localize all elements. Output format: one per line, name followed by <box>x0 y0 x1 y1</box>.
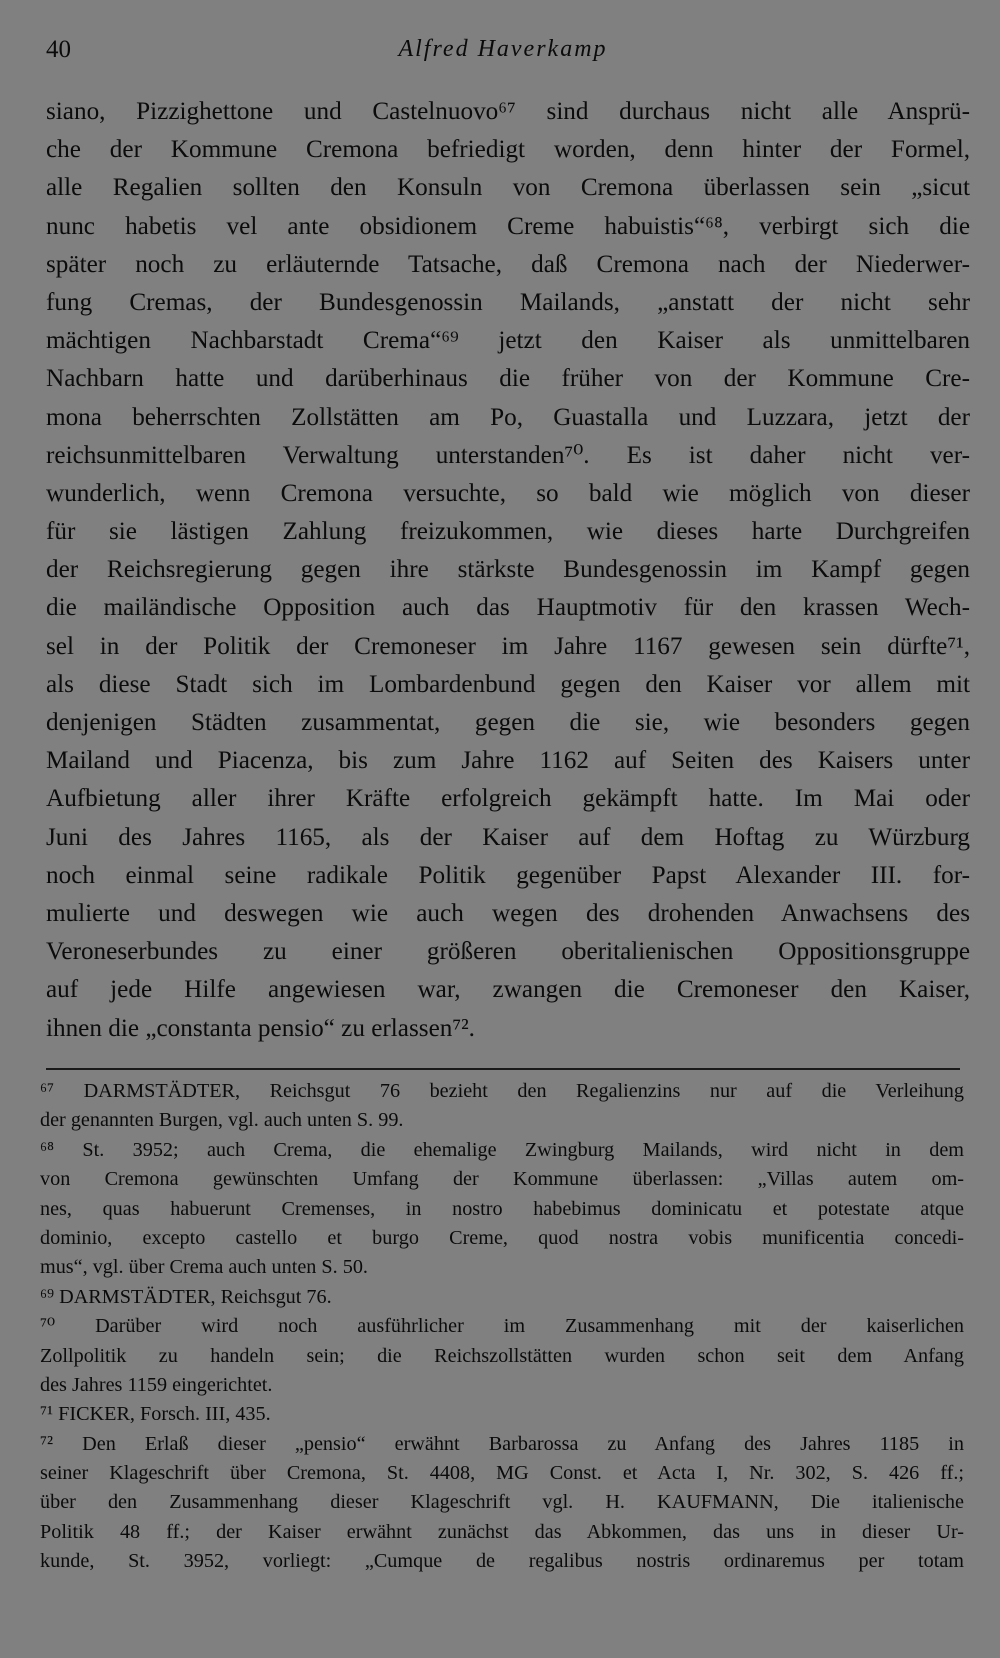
footnote-line: ⁷¹ FICKER, Forsch. III, 435. <box>40 1403 271 1426</box>
footnote-line: Politik 48 ff.; der Kaiser erwähnt zunächst das Abkommen, das uns in dieser Ur- <box>40 1520 964 1543</box>
footnote-line: seiner Klageschrift über Cremona, St. 4408, MG Const. et Acta I, Nr. 302, S. 426 ff.; <box>40 1462 964 1485</box>
footnote-line: ⁶⁸ St. 3952; auch Crema, die ehemalige Zwingburg Mailands, wird nicht in dem <box>40 1138 964 1161</box>
footnotes <box>40 1077 964 1577</box>
footnote-line: kunde, St. 3952, vorliegt: „Cumque de regalibus nostris ordinaremus per totam <box>40 1550 964 1573</box>
footnote-71 <box>40 1400 964 1429</box>
text-line: nunc habetis vel ante obsidionem Creme habuistis“⁶⁸, verbirgt sich die <box>46 212 970 240</box>
footnote-67 <box>40 1077 964 1136</box>
text-line: Veroneserbundes zu einer größeren oberitalienischen Oppositionsgruppe <box>46 938 970 966</box>
text-line: ihnen die „constanta pensio“ zu erlassen⁷². <box>46 1014 475 1042</box>
text-line: che der Kommune Cremona befriedigt worden, denn hinter der Formel, <box>46 136 970 164</box>
footnote-line: dominio, excepto castello et burgo Creme, quod nostra vobis munificentia concedi- <box>40 1226 964 1249</box>
footnote-line: ⁶⁷ DARMSTÄDTER, Reichsgut 76 bezieht den Regalienzins nur auf die Verleihung <box>40 1080 964 1102</box>
text-line: die mailändische Opposition auch das Hauptmotiv für den krassen Wech- <box>46 594 970 622</box>
text-line: fung Cremas, der Bundesgenossin Mailands, „anstatt der nicht sehr <box>46 288 970 316</box>
text-line: als diese Stadt sich im Lombardenbund gegen den Kaiser vor allem mit <box>46 670 970 698</box>
footnote-line: des Jahres 1159 eingerichtet. <box>40 1373 273 1396</box>
text-line: Aufbietung aller ihrer Kräfte erfolgreich gekämpft hatte. Im Mai oder <box>46 785 970 813</box>
text-line: alle Regalien sollten den Konsuln von Cremona überlassen sein „sicut <box>46 174 970 202</box>
footnote-68 <box>40 1136 964 1283</box>
running-head: Alfred Haverkamp <box>398 36 608 62</box>
footnote-line: ⁷² Den Erlaß dieser „pensio“ erwähnt Barbarossa zu Anfang des Jahres 1185 in <box>40 1432 964 1455</box>
text-line: mächtigen Nachbarstadt Crema“⁶⁹ jetzt den Kaiser als unmittelbaren <box>46 327 970 355</box>
text-line: wunderlich, wenn Cremona versuchte, so bald wie möglich von dieser <box>46 479 970 507</box>
text-line: denjenigen Städten zusammentat, gegen die sie, wie besonders gegen <box>46 709 970 736</box>
footnote-line: mus“, vgl. über Crema auch unten S. 50. <box>40 1256 368 1279</box>
text-line: Mailand und Piacenza, bis zum Jahre 1162 auf Seiten des Kaisers unter <box>46 747 970 775</box>
page-header <box>46 36 960 76</box>
text-line: Nachbarn hatte und darüberhinaus die früher von der Kommune Cre- <box>46 365 970 393</box>
text-line: später noch zu erläuternde Tatsache, daß Cremona nach der Niederwer- <box>46 250 970 278</box>
text-line: sel in der Politik der Cremoneser im Jahre 1167 gewesen sein dürfte⁷¹, <box>46 632 970 660</box>
footnote-line: ⁷⁰ Darüber wird noch ausführlicher im Zusammenhang mit der kaiserlichen <box>40 1315 964 1338</box>
footnote-divider <box>46 1068 960 1070</box>
text-line: reichsunmittelbaren Verwaltung unterstanden⁷⁰. Es ist daher nicht ver- <box>46 441 970 469</box>
footnote-line: nes, quas habuerunt Cremenses, in nostro habebimus dominicatu et potestate atque <box>40 1197 964 1220</box>
footnote-line: der genannten Burgen, vgl. auch unten S. 99. <box>40 1109 404 1132</box>
text-line: mulierte und deswegen wie auch wegen des drohenden Anwachsens des <box>46 899 970 927</box>
text-line: siano, Pizzighettone und Castelnuovo⁶⁷ sind durchaus nicht alle Ansprü- <box>46 98 970 125</box>
text-line: für sie lästigen Zahlung freizukommen, wie dieses harte Durchgreifen <box>46 518 970 546</box>
text-line: Juni des Jahres 1165, als der Kaiser auf dem Hoftag zu Würzburg <box>46 823 970 851</box>
text-line: auf jede Hilfe angewiesen war, zwangen die Cremoneser den Kaiser, <box>46 976 970 1004</box>
footnote-72 <box>40 1430 964 1577</box>
page-number: 40 <box>46 36 71 63</box>
footnote-69 <box>40 1283 964 1312</box>
text-line: noch einmal seine radikale Politik gegenüber Papst Alexander III. for- <box>46 861 970 889</box>
footnote-line: von Cremona gewünschten Umfang der Kommune überlassen: „Villas autem om- <box>40 1168 964 1191</box>
footnote-line: Zollpolitik zu handeln sein; die Reichszollstätten wurden schon seit dem Anfang <box>40 1344 964 1367</box>
text-line: mona beherrschten Zollstätten am Po, Guastalla und Luzzara, jetzt der <box>46 403 970 431</box>
main-text <box>46 93 970 1048</box>
footnote-line: ⁶⁹ DARMSTÄDTER, Reichsgut 76. <box>40 1285 332 1308</box>
text-line: der Reichsregierung gegen ihre stärkste Bundesgenossin im Kampf gegen <box>46 556 970 584</box>
footnote-line: über den Zusammenhang dieser Klageschrift vgl. H. KAUFMANN, Die italienische <box>40 1491 964 1514</box>
footnote-70 <box>40 1312 964 1400</box>
